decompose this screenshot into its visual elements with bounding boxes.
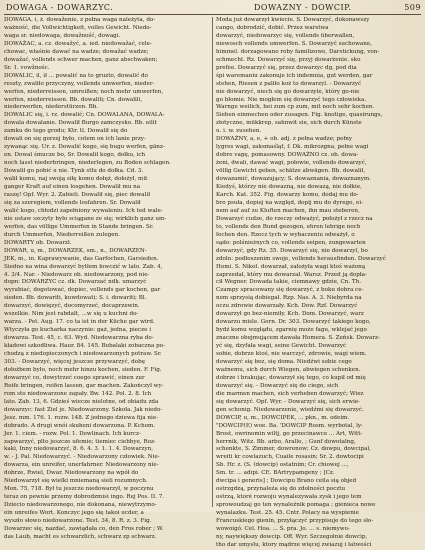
text-line: stehen, Riesen z paliło koż to dowarzyl. - Dowarzyć <box>216 80 362 87</box>
text-line: ein unreifes Wort. Konczyc jego się takoi ucder, a <box>4 510 144 517</box>
text-line: das Laub, macht es schwarzlich, schwarz zp schwarz. <box>4 533 157 540</box>
text-line: tho dar umyslu, ktory mądrze więcej zwiazuj i łatwości <box>216 541 372 548</box>
text-line: himmel. dorzagowano roby familizowe, Darstickung, von- <box>216 48 380 55</box>
text-line: en. Dowal śmucze bo, Sr. Dowalił kogo, dołku, ich <box>4 152 146 159</box>
text-line: dowarzyć co, dowytrzeć coego sprawić, einen zur <box>4 374 145 381</box>
text-line: walił komu, naj swoją siłę komu dołęż, dołożył, mit <box>4 176 148 183</box>
text-line: cił Wegner. Dowada takie, ciemnawy gdzie, Cn. Th. <box>216 279 362 286</box>
text-line: reszty, zwaliło przyczyny, vollends umwerfen, nieder- <box>4 80 155 87</box>
text-line: bro psuła, dopiej na względ, dopij mu do dyrego, ei- <box>216 199 364 206</box>
text-line: noch lasst niederbringen, niederlegen, zu Boden schlagen. <box>4 160 171 167</box>
right-column <box>216 17 422 548</box>
text-line: złotyczne, mükkrep, sahnwit sie, sich durch Künste <box>216 120 362 127</box>
column-divider <box>212 17 213 507</box>
text-line: się za szeregiem, vollends losfahren. Sr. Dowalił <box>4 199 141 206</box>
text-line: nem auf auf zu Kluften machen, ihn mau steberen, <box>216 207 360 214</box>
text-line: dowarzyć, niedowarzyc się, vollends überwallen, <box>216 32 355 39</box>
text-line: dobrze, Rwiel, Dwar. Niedowarzony na wpół do <box>4 470 139 477</box>
text-line: durch Ummerfen, Niederreißen zulegen. <box>4 231 120 238</box>
text-line: 4. 3/4. Nar. - Niedowarz ob. niedowarzony, pod nie- <box>4 271 150 278</box>
text-line: dopn: DOWARZYC cz. dk. Dowarzać ndk. umarzyć <box>4 279 147 286</box>
text-line: Homi. S. Nikol. dowarzał, założyła wagi ktoś ważoną <box>216 263 366 270</box>
text-line: kładowi szkodliwa. Haur. 84. 145. Bobalaki zobaczna po- <box>4 343 165 350</box>
text-line: werfen, niederreissen. Bb. dowalili; Cn. dowalili, <box>4 96 143 103</box>
text-line: się dowarzyć. Opf. Wyr. - Dowarzyć się, sich erwie- <box>216 398 361 405</box>
text-line: ganger Kraft auf einen losgehen. Dowalił mu na <box>4 184 141 191</box>
text-line: to, vollends den Bund gezogen, ehren lebrige noch <box>216 223 361 230</box>
text-line: lato. Zab. 13, 6. Gdzieś wiecze nielotne, od obiadu zda <box>4 398 159 405</box>
text-line: Czampy spracowany się dowarzyć, z boku dobra ce- <box>216 287 364 294</box>
text-line: go błomie. Nie mogłem się dowarzyć tego człowieka. <box>216 96 367 103</box>
text-line: dowala dowalanie. Dowalił Burgo zamczysko. Bb. eilit <box>4 120 157 127</box>
text-line: Moda już dowarzył kwiecie. S. Dowarzyć, dokonawszy <box>216 17 370 23</box>
text-line: wszelkie. Nim jest rabdalt, ...w się u kuchni do- <box>4 311 139 318</box>
text-line: Brost, owrinomin wiltj, go przecinawce ... Art, Witt- <box>216 430 363 437</box>
text-line: dowarzyć się. - Dowarzyć się do ciego, sich <box>216 382 339 389</box>
text-line: walić kogo, chłodzi zapełniony wywaleniu. Ich ted wale- <box>4 207 163 214</box>
text-line: DOWAŻNY, a, e, + ob. adj. z pełna wadze; pełny <box>216 136 353 143</box>
text-line: zamku do tego grodu; Ktr. tl. Dowalił się do <box>4 128 128 135</box>
text-line: niederwerfen, niederstürzen. Bb. <box>4 104 99 111</box>
text-line: waźnemu, sich durch Wiegen, abwiegen schenken. <box>216 366 361 373</box>
left-column <box>4 17 210 540</box>
text-line: niewosch vollends umwerfen. S. Dowarzyć suchowane, <box>216 40 372 47</box>
text-line: dowarzyć, gdy Rz. 35. Dowarzyć się, nie dowarzyl, bo <box>216 247 368 254</box>
text-line: werfen, das völlige Ummerfen in Stande bringen. Sr. <box>4 223 154 230</box>
text-line: znaczne obejmującem dawała Homera. S. Zeńsk. Dowarz- <box>216 335 380 342</box>
text-line: dołożbem było, noch mehr hinzu kochen, sieden. F. Fig. <box>4 366 162 373</box>
text-line: Sr. 1. vowžnośc. <box>4 64 50 71</box>
text-line: Dowalił go pobić u nie. Tynk stlu do dołka. Cd. 3. <box>4 168 144 175</box>
text-line: sobie, dobrze ktoś, nie warczyć, zdrowie, wagi wiem. <box>216 351 367 358</box>
text-line: sieden. Bb. dowariti, kuwdowati; S. i. dowariti; Bl. <box>4 295 147 302</box>
text-line: ostrzgdzą, przynaleźa się do zdolności pocztu <box>216 486 346 493</box>
text-line: Wtyczyła go kucharka naczynie: gaż, jedna, piecze i <box>4 327 152 334</box>
text-line: dobrado. A drugi wnói skuheni dowarzona. P. Kchom. <box>4 422 156 429</box>
text-line: dowarzyć się bez, się doma. Niedźwi sobie cego <box>216 358 352 365</box>
text-line: Kiedyś, którzy nie dowazną, nie dowazą, nie dołkie, <box>216 184 362 191</box>
text-line: Karch. Kat. 352. Fig. dowarzy komu, dodaj mu do- <box>216 191 359 198</box>
text-line: teraz on pewnie przemy dobrodzmisi ingo. Rej Pos. II. 7. <box>4 494 165 501</box>
text-line: warza. - Pet. Aug. 17. co ta ist in der Küche gar wird. <box>4 319 155 326</box>
text-line: zapwarzyć, plto jeszcze ufemie; tiemiec ciebbye, Roz- <box>4 438 156 445</box>
text-line: JEK, m., in. Kaprawywanie, das Garfochen, Garsieden. <box>4 255 159 262</box>
text-line: Warnge weilich, bei zum cp zum, mit noch sehr kochen. <box>216 104 375 111</box>
text-line: u. i. w. zusehen. <box>216 128 262 135</box>
text-line: zaprzedał, który mu dowarzał. Warsz. Przed ją dopła- <box>216 271 367 278</box>
text-line: werfen, niederreissen, umreißen; noch mehr umwerfen, <box>4 88 164 95</box>
text-line: ważność, die Vollwichtigkeit, volles Gewicht. Niedo- <box>4 24 152 31</box>
text-line: wreiti kr cowlazuch, Cuaile rosasin; Sr. 2. dowtocipi <box>216 454 364 461</box>
text-line: wyszło słowo niedowarzone. Test. 34, 8. R. z. 3. Fig. <box>4 518 152 525</box>
text-line: fechen den. Rzecz tych w wybaczeniu odważył, o <box>216 231 355 238</box>
text-line: sprowoudzaj go ten wynaleźnik pomaga ; gienieca nowe <box>216 502 376 509</box>
text-line: Dowarzyć cudze, do rzeczy odważyć, położył z rzecz na <box>216 215 373 222</box>
text-line: Siedno na wina dowarzyć bytłem łowczić w lato. Zab. 4, <box>4 263 163 270</box>
text-line: Sm. tr. ... adipi. CE. BArtrypamgeny ; [Cz. <box>216 470 335 477</box>
text-line: DOWAŻAC, a. cz. dowažyć, a. ied. niedowažać, cele- <box>4 40 152 47</box>
text-line: dobre vagę, pomasowny. DOWAŻNO cz. ob. dowa- <box>216 152 359 159</box>
text-line: zywanąc się. Ur. z. Dowalić kogo, się bugu werfen, gänz- <box>4 144 165 151</box>
text-line: dowarzu misle. Gorn. Dr. 303. Dowarzyć takiego kogo, <box>216 319 371 326</box>
text-line: yć się, dzyfała wagi, seine Gewicht. Dowarzyć <box>216 343 347 350</box>
text-line: nie ustaw szczyty było sciągane ze się; wirklich ganz um- <box>4 215 167 222</box>
text-line: 303. - Dowarzyć, więcej jeszcze przywarzyć, dobę <box>4 358 146 365</box>
text-line: ostrzą, ktoré rozwoju wynalezywała zysk i jego tem <box>216 494 362 501</box>
text-line: waga sr. niedowaga, dowažność, dowagi. <box>4 32 121 39</box>
text-line: żeni, dwali, dawać wagi, połowie, vollends dowarzyć, <box>216 160 367 167</box>
text-line: Reife bringen, reifen lassen, gar machen. Zakończył wy- <box>4 382 164 389</box>
text-line: Niedowarzył się wielki mniemaną sieli rozumnych. <box>4 478 148 485</box>
text-line: dobrze i brakując, dowarzył się tego, co kupił od mię <box>216 374 366 381</box>
text-line: dowažać, vollends schwer machen, ganz abschwaken; <box>4 56 158 63</box>
text-line: dowarzyc: fast Ziel je. Niedowarzony. Szkoła. Jak niedo- <box>4 406 163 413</box>
text-line: dowarza, ein unreifer, unerfahrner. Niedowarzony nie- <box>4 462 159 469</box>
text-line: Francuskiego gienin, przyłączyć przypisuje do tego sło- <box>216 518 374 525</box>
text-line: dowarzyć, dowięzyć, docomyrzeć, docaprzewin. <box>4 303 140 310</box>
text-line: dowarzył go bez-niemiły. Kch. Dom. Dowarzyć, warz <box>216 311 364 318</box>
text-line: dwcipa i generis] ; Dowcipu Brano ceila sią objed <box>216 478 357 485</box>
text-line: Sieben einmechen oder zusagen. Fig. knotige, quasirungs, <box>216 112 383 119</box>
text-line: nem sprzysią dobiegał. Rzp. Nas. A. 3. Niebyrda na <box>216 295 362 302</box>
text-line: gen schonig. Niedowarzenie, wiedźmi się dowarzyć. <box>216 406 364 413</box>
text-line: DOWAR, u, m., DOWARZEK, sm., n., DOWARZEN- <box>4 247 147 254</box>
text-line: ny, naywiększy dowcip. Off. Wyr. Szczegolnie dowcip, <box>216 533 368 540</box>
text-line: sądo: polśnieżnych co, vollends seipen, zungewarten <box>216 239 366 246</box>
text-line: DOWALIC się, i. rz. dowalić; Cn. DOWALANA, DOWALA- <box>4 112 165 119</box>
text-line: DOWCIP, u, m., DOWCIPEK, ... pkn., m. odeim. <box>216 414 350 421</box>
text-line: völlig Gewicht geben, schätze abwägen. Bb. dowalił, <box>216 168 366 175</box>
text-line: wyrabiać, dogotować, dopiec, vollends gar kochen, gar <box>4 287 161 294</box>
text-line: dowali on się gorzej było, cotem on ich lanie przy- <box>4 136 146 143</box>
text-line: śpi waremaniu zakonuje ich indemnia, gut werden, gar <box>216 72 373 79</box>
text-line: wynalazku. Test. 25. 45. Cntr. Polacy na wyspienie <box>216 510 359 517</box>
text-line: herrnik, Witz. Bb. arbo, Arallo, ; Gunf dowotalng, <box>216 438 356 445</box>
text-line: zdoln: podłoszenim swoje, vollends herausfinden. Dowarzyć <box>216 255 386 262</box>
text-line: dowazamić, dowazujący; S. dowaznania, dowaznanym. <box>216 176 372 183</box>
text-line: prefee. Dowarzyć się, przez dowarzyc dg, pod dia <box>216 64 357 71</box>
text-line: Sb. Hr. z. (S. (dowcip) ostatnim; Cr. chiowej ..., <box>216 462 349 469</box>
text-line: Dziecio niedowarzonego, nie dokonana, niewytrzymo- <box>4 502 157 509</box>
text-line: Dowarzec się, nazdać, zawiądała co, den Fros rober ; W. <box>4 526 164 532</box>
text-line: "DOWCIP(E) woe. Ba. 'DOWCIP Rosm. wyrbotal, ly- <box>216 422 363 429</box>
text-line: dowarza. Test. 45, c. 63. Wyd. Niedowarzna ryba do- <box>4 335 154 342</box>
header-left-entry: DOWAGA - DOWARZYC. <box>6 3 114 12</box>
text-line: Mon. 75, 718. Był tu jeszcze niedowarzył, w poczynu <box>4 486 154 493</box>
text-line: raszę! Opf. Wyr. 2. Zabieli. Dowalił się, piec dowalił <box>4 191 151 198</box>
text-line: chodzą z niedopieczonych i niedowarzonych potraw. Sr. <box>4 351 162 358</box>
text-line: chowac, właśnie dawać na wadze; dowažać wadze; <box>4 48 149 55</box>
text-line: schmecht. Rz. Dowarzyć się, przyj dowarżenie. sko <box>216 56 361 63</box>
text-line: DOWALIC, il, ił ... powalić na to gruzto, dowalić do <box>4 72 148 79</box>
header-right-entry: DOWAZNY - DOWCIP. <box>254 3 352 12</box>
text-line: lygres wagi, zaksmaśląt, f. Dk. mikrozgna, pełne wagi <box>216 144 369 151</box>
text-line: Jer. 1. ciem. - rozw. Pol. 1. Dowlinach. Ich kurcz- <box>4 430 141 437</box>
text-line: nie dowarzyć, niech się go dowarzyle, który go-nie <box>216 88 360 95</box>
text-line: DOWARTY ob. Dowarzl. <box>4 239 72 246</box>
header-rule <box>4 14 421 15</box>
text-line: DOWAGA, i, ż. dowaženie, z pełna waga należyta, do- <box>4 17 156 23</box>
text-line: w. - J. Pal. Niedowarzyć. - Niedowarzony człowiek. Nie- <box>4 454 160 461</box>
text-line: die marmen machen, sich verheben dowarzyć; Wiez <box>216 390 364 397</box>
text-line: wowoigó. Cel. Hoa. ... S. pra. Jo. ... s. niemywo- <box>216 526 350 532</box>
text-line: cango, dobrodzić, dobić. Przez warstwa <box>216 24 329 31</box>
text-line: schenkte, S. Zimmer, dowrenow; Cz. dowpu, dowcipal, <box>216 446 371 453</box>
text-line: kaki, Inny niedowarzyć, 8. 6. 4. 3. 1. 1. 4. Dowarzyn, <box>4 446 153 453</box>
text-line: rom sto niedowarzone zapały. Bw. 142. Pol. 2. 8. Ich <box>4 390 152 397</box>
text-line: bydź komu wzgłądu, zgarnię może fagu, wklejać jego <box>216 327 367 334</box>
text-line: oczu zdrowie dowarzały. Kch. Dow. Rzf. Dowarzyć <box>216 303 358 310</box>
page-number: 509 <box>404 3 421 12</box>
text-line: Jesz. mm. 176. 1. rozw. 148. Z jednego dziewa fija nie- <box>4 414 158 421</box>
